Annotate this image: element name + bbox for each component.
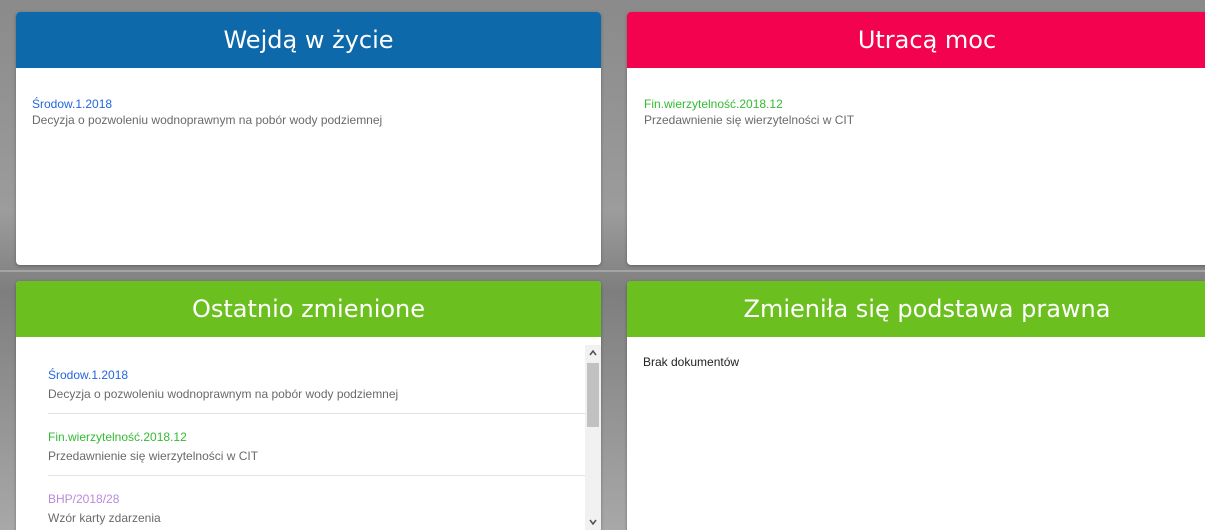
panel-header bbox=[627, 12, 1205, 68]
document-description: Przedawnienie się wierzytelności w CIT bbox=[48, 449, 259, 463]
panel-header bbox=[627, 281, 1205, 337]
document-code-link[interactable]: BHP/2018/28 bbox=[48, 492, 120, 506]
list-item[interactable] bbox=[32, 96, 382, 128]
empty-state-text: Brak dokumentów bbox=[643, 355, 740, 369]
panel-title: Zmieniła się podstawa prawna bbox=[743, 295, 1111, 323]
chevron-down-icon[interactable] bbox=[585, 514, 601, 530]
panel-ostatnio-zmienione bbox=[16, 281, 601, 530]
panel-utraca-moc bbox=[627, 12, 1205, 265]
panel-title: Ostatnio zmienione bbox=[191, 295, 426, 323]
panel-title: Wejdą w życie bbox=[223, 26, 394, 54]
panel-body bbox=[16, 337, 601, 530]
list-divider bbox=[48, 413, 586, 414]
scroll-thumb[interactable] bbox=[587, 363, 599, 427]
list-item[interactable] bbox=[48, 367, 586, 402]
panel-header bbox=[16, 281, 601, 337]
document-code-link[interactable]: Fin.wierzytelność.2018.12 bbox=[48, 430, 187, 444]
panel-zmienila-sie-podstawa-prawna bbox=[627, 281, 1205, 530]
list-item[interactable] bbox=[644, 96, 854, 128]
document-description: Przedawnienie się wierzytelności w CIT bbox=[644, 113, 855, 127]
document-description: Decyzja o pozwoleniu wodnoprawnym na pobór wody podziemnej bbox=[32, 113, 383, 127]
document-description: Decyzja o pozwoleniu wodnoprawnym na pobór wody podziemnej bbox=[48, 387, 399, 401]
panel-header bbox=[16, 12, 601, 68]
document-list[interactable] bbox=[16, 337, 601, 530]
background-streak bbox=[0, 270, 1205, 272]
chevron-up-icon[interactable] bbox=[585, 345, 601, 361]
panel-body bbox=[627, 337, 1205, 530]
document-code-link[interactable]: Środow.1.2018 bbox=[48, 368, 129, 382]
document-description: Wzór karty zdarzenia bbox=[48, 511, 161, 525]
panel-wejda-w-zycie bbox=[16, 12, 601, 265]
panel-title: Utracą moc bbox=[857, 26, 997, 54]
list-scrollbar[interactable] bbox=[585, 345, 601, 530]
list-divider bbox=[48, 475, 586, 476]
list-item[interactable] bbox=[48, 429, 586, 464]
list-item[interactable] bbox=[48, 491, 586, 526]
document-code-link[interactable]: Fin.wierzytelność.2018.12 bbox=[644, 97, 783, 111]
document-code-link[interactable]: Środow.1.2018 bbox=[32, 97, 113, 111]
